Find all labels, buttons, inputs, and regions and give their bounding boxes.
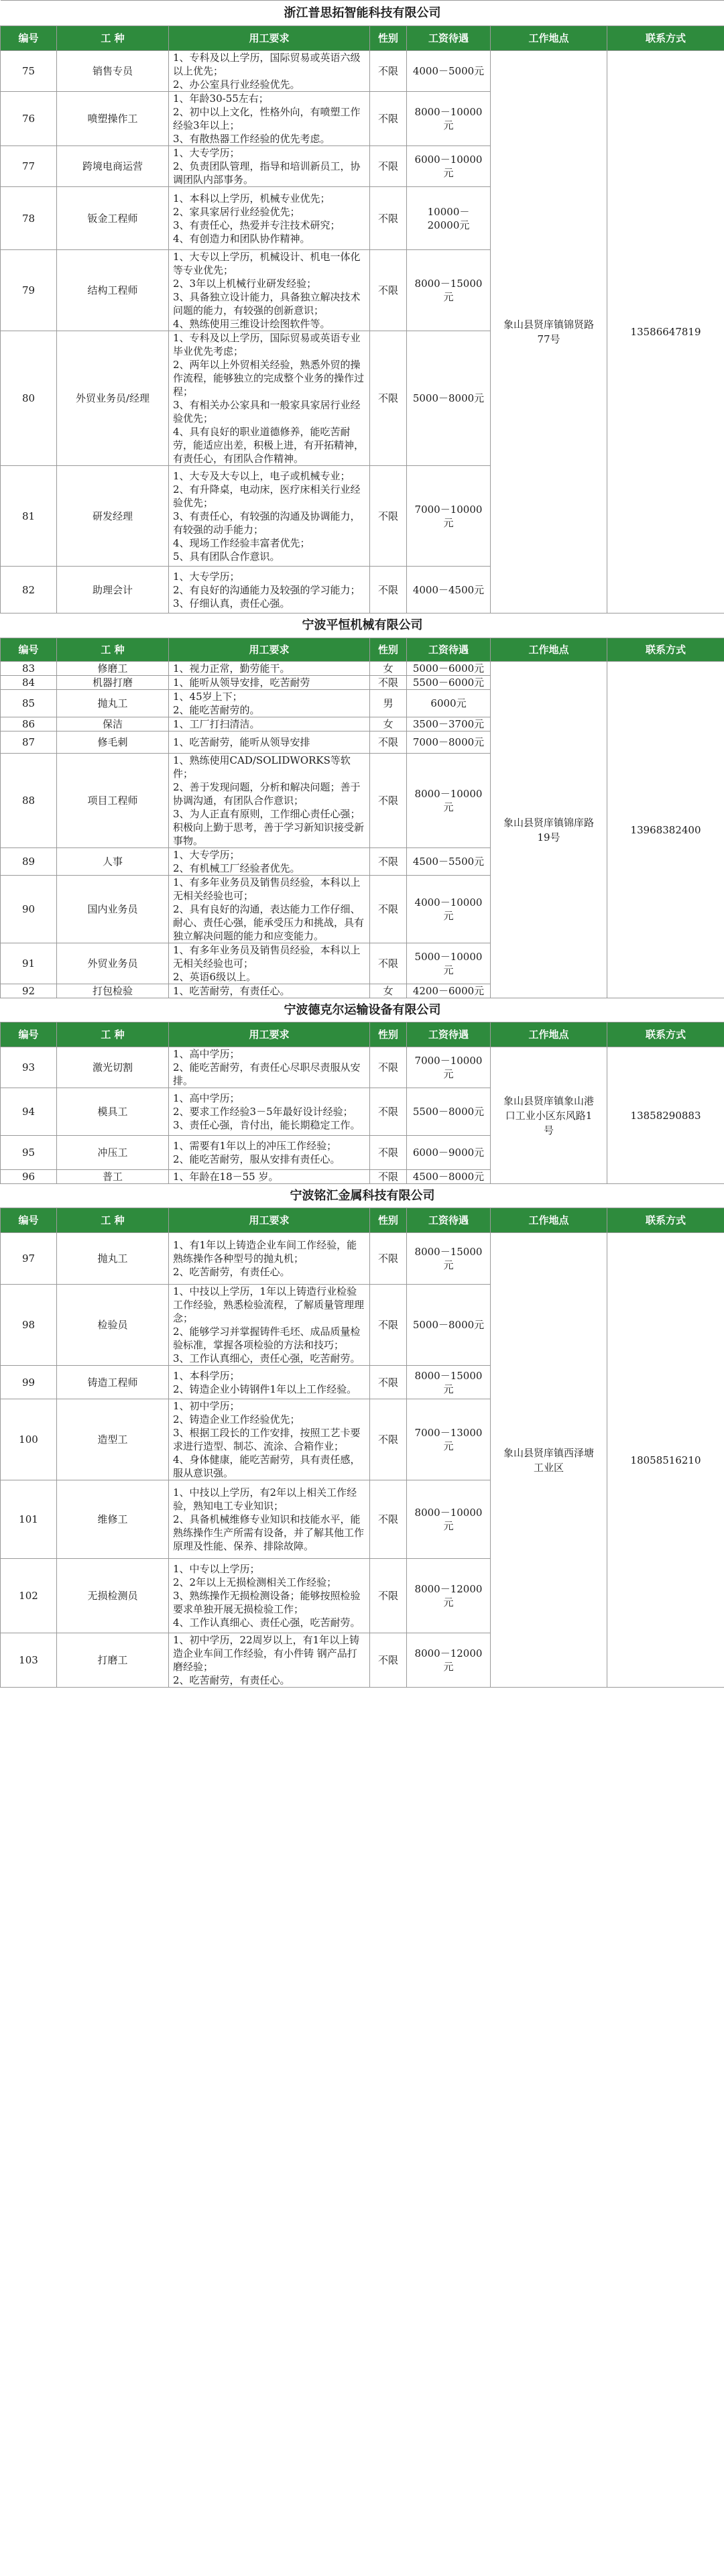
job-number: 89: [1, 848, 57, 876]
requirement-line: 1、工厂打扫清洁。: [173, 718, 260, 730]
job-requirements: [169, 754, 370, 848]
job-title: 助理会计: [57, 567, 169, 613]
requirement-line: 1、需要有1年以上的冲压工作经验；: [173, 1140, 337, 1152]
table-row: [1, 1233, 724, 1285]
job-number: 96: [1, 1170, 57, 1184]
job-requirements: [169, 1366, 370, 1399]
job-salary: 6000元: [407, 690, 491, 717]
job-number: 78: [1, 187, 57, 250]
job-salary: 8000－10000元: [407, 1480, 491, 1559]
work-location: 象山县贤庠镇锦庠路19号: [491, 662, 607, 998]
job-salary: 10000－20000元: [407, 187, 491, 250]
header-gender: 性别: [370, 1022, 407, 1047]
header-salary: 工资待遇: [407, 1022, 491, 1047]
job-gender: 不限: [370, 848, 407, 876]
job-requirements: [169, 466, 370, 567]
job-number: 85: [1, 690, 57, 717]
job-requirements: [169, 731, 370, 754]
requirement-line: 2、善于发现问题，分析和解决问题；善于协调沟通，有团队合作意识；: [173, 781, 361, 807]
requirement-line: 1、有1年以上铸造企业车间工作经验，能熟练操作各种型号的抛丸机；: [173, 1239, 357, 1265]
job-number: 79: [1, 250, 57, 331]
requirement-line: 1、视力正常，勤劳能干。: [173, 662, 290, 675]
requirement-line: 1、本科学历；: [173, 1369, 240, 1382]
requirement-line: 1、中技以上学历，有2年以上相关工作经验，熟知电工专业知识；: [173, 1486, 357, 1512]
job-salary: 7000－10000元: [407, 466, 491, 567]
work-location: 象山县贤庠镇西泽塘工业区: [491, 1233, 607, 1688]
job-gender: 不限: [370, 1170, 407, 1184]
job-salary: 4000－4500元: [407, 567, 491, 613]
job-requirements: [169, 676, 370, 690]
job-number: 80: [1, 331, 57, 466]
job-number: 102: [1, 1559, 57, 1633]
requirement-line: 1、中技以上学历，1年以上铸造行业检验工作经验，熟悉检验流程，了解质量管理理念；: [173, 1285, 365, 1324]
job-title: 冲压工: [57, 1136, 169, 1170]
job-salary: 6000－9000元: [407, 1136, 491, 1170]
requirement-line: 1、有多年业务员及销售员经验，本科以上无相关经验也可；: [173, 944, 361, 970]
requirement-line: 2、两年以上外贸相关经验，熟悉外贸的操作流程，能够独立的完成整个业务的操作过程；: [173, 359, 365, 398]
job-number: 95: [1, 1136, 57, 1170]
requirement-line: 1、初中学历；: [173, 1400, 240, 1412]
requirement-line: 2、家具家居行业经验优先；: [173, 205, 300, 218]
job-title: 外贸业务员: [57, 943, 169, 984]
header-gender: 性别: [370, 638, 407, 662]
requirement-line: 2、能吃苦耐劳的。: [173, 704, 260, 716]
job-requirements: [169, 1170, 370, 1184]
job-title: 造型工: [57, 1399, 169, 1480]
job-number: 77: [1, 146, 57, 187]
header-gender: 性别: [370, 1208, 407, 1233]
job-gender: 不限: [370, 1399, 407, 1480]
job-requirements: [169, 146, 370, 187]
job-number: 84: [1, 676, 57, 690]
company-name: 宁波铭汇金属科技有限公司: [1, 1184, 724, 1208]
job-gender: 不限: [370, 1285, 407, 1366]
job-gender: 不限: [370, 187, 407, 250]
job-salary: 8000－12000元: [407, 1633, 491, 1688]
requirement-line: 1、高中学历；: [173, 1048, 240, 1060]
job-gender: 不限: [370, 1233, 407, 1285]
requirement-line: 2、吃苦耐劳，有责任心。: [173, 1674, 290, 1686]
header-location: 工作地点: [491, 1022, 607, 1047]
job-number: 94: [1, 1088, 57, 1136]
job-salary: 4500－5500元: [407, 848, 491, 876]
requirement-line: 3、为人正直有原则，工作细心责任心强；积极向上勤于思考，善于学习新知识接受新事物。: [173, 808, 365, 847]
job-number: 93: [1, 1047, 57, 1088]
requirement-line: 1、有多年业务员及销售员经验，本科以上无相关经验也可；: [173, 876, 361, 902]
job-salary: 5000－6000元: [407, 662, 491, 676]
job-title: 结构工程师: [57, 250, 169, 331]
header-contact: 联系方式: [607, 1208, 724, 1233]
job-requirements: [169, 984, 370, 998]
requirement-line: 4、身体健康，能吃苦耐劳，具有责任感，服从意识强。: [173, 1454, 361, 1479]
requirement-line: 3、有散热器工作经验的优先考虑。: [173, 133, 330, 145]
header-no: 编号: [1, 1022, 57, 1047]
job-number: 76: [1, 92, 57, 146]
job-title: 普工: [57, 1170, 169, 1184]
job-requirements: [169, 1088, 370, 1136]
job-title: 维修工: [57, 1480, 169, 1559]
job-gender: 不限: [370, 731, 407, 754]
job-title: 检验员: [57, 1285, 169, 1366]
table-header-row: [1, 638, 724, 662]
job-title: 人事: [57, 848, 169, 876]
contact-phone: 13968382400: [607, 662, 724, 998]
job-requirements: [169, 1285, 370, 1366]
job-number: 86: [1, 717, 57, 731]
job-title: 铸造工程师: [57, 1366, 169, 1399]
job-number: 100: [1, 1399, 57, 1480]
requirement-line: 4、熟练使用三维设计绘图软件等。: [173, 318, 330, 330]
job-title: 喷塑操作工: [57, 92, 169, 146]
job-number: 97: [1, 1233, 57, 1285]
table-row: [1, 1047, 724, 1088]
job-requirements: [169, 876, 370, 943]
requirement-line: 2、能吃苦耐劳，服从安排有责任心。: [173, 1153, 341, 1165]
header-location: 工作地点: [491, 26, 607, 51]
job-title: 保洁: [57, 717, 169, 731]
job-gender: 不限: [370, 331, 407, 466]
job-salary: 7000－8000元: [407, 731, 491, 754]
job-title: 项目工程师: [57, 754, 169, 848]
requirement-line: 3、有责任心，热爱并专注技术研究；: [173, 219, 341, 231]
header-contact: 联系方式: [607, 638, 724, 662]
job-requirements: [169, 1399, 370, 1480]
job-salary: 5000－8000元: [407, 1285, 491, 1366]
job-salary: 4000－10000元: [407, 876, 491, 943]
header-job: 工 种: [57, 26, 169, 51]
job-salary: 5000－10000元: [407, 943, 491, 984]
requirement-line: 1、能听从领导安排，吃苦耐劳: [173, 677, 310, 689]
requirement-line: 2、办公室具行业经验优先。: [173, 78, 300, 91]
job-title: 研发经理: [57, 466, 169, 567]
job-gender: 不限: [370, 676, 407, 690]
work-location: 象山县贤庠镇象山港口工业小区东风路1号: [491, 1047, 607, 1184]
job-title: 抛丸工: [57, 1233, 169, 1285]
requirement-line: 1、年龄在18－55 岁。: [173, 1171, 279, 1183]
table-row: [1, 662, 724, 676]
header-requirements: 用工要求: [169, 26, 370, 51]
job-gender: 不限: [370, 943, 407, 984]
requirement-line: 3、具备独立设计能力，具备独立解决技术问题的能力，有较强的创新意识；: [173, 291, 361, 316]
job-title: 无损检测员: [57, 1559, 169, 1633]
job-number: 90: [1, 876, 57, 943]
job-gender: 不限: [370, 92, 407, 146]
requirement-line: 2、铸造企业小铸钢件1年以上工作经验。: [173, 1383, 357, 1395]
job-title: 跨境电商运营: [57, 146, 169, 187]
table-row: [1, 51, 724, 92]
header-requirements: 用工要求: [169, 638, 370, 662]
job-salary: 8000－15000元: [407, 250, 491, 331]
contact-phone: 13586647819: [607, 51, 724, 613]
job-requirements: [169, 1233, 370, 1285]
work-location: 象山县贤庠镇锦贤路77号: [491, 51, 607, 613]
job-requirements: [169, 717, 370, 731]
requirement-line: 1、大专及大专以上，电子或机械专业；: [173, 469, 351, 482]
requirement-line: 4、有创造力和团队协作精神。: [173, 232, 310, 245]
job-gender: 不限: [370, 1366, 407, 1399]
job-requirements: [169, 1136, 370, 1170]
requirement-line: 1、高中学历；: [173, 1092, 240, 1104]
header-no: 编号: [1, 1208, 57, 1233]
requirement-line: 4、工作认真细心、责任心强，吃苦耐劳。: [173, 1617, 361, 1629]
requirement-line: 2、初中以上文化，性格外向，有喷塑工作经验3年以上；: [173, 106, 361, 131]
job-salary: 7000－10000元: [407, 1047, 491, 1088]
job-salary: 8000－12000元: [407, 1559, 491, 1633]
job-title: 机器打磨: [57, 676, 169, 690]
recruitment-table-body: [1, 1, 724, 1688]
company-title-row: [1, 1, 724, 26]
job-gender: 不限: [370, 754, 407, 848]
job-title: 修磨工: [57, 662, 169, 676]
header-requirements: 用工要求: [169, 1022, 370, 1047]
job-requirements: [169, 250, 370, 331]
job-salary: 4000－5000元: [407, 51, 491, 92]
requirement-line: 1、45岁上下；: [173, 691, 243, 703]
requirement-line: 1、本科以上学历，机械专业优先；: [173, 192, 330, 204]
contact-phone: 18058516210: [607, 1233, 724, 1688]
company-name: 浙江普思拓智能科技有限公司: [1, 1, 724, 26]
job-gender: 不限: [370, 1480, 407, 1559]
job-title: 销售专员: [57, 51, 169, 92]
job-requirements: [169, 1559, 370, 1633]
header-location: 工作地点: [491, 1208, 607, 1233]
requirement-line: 2、有机械工厂经验者优先。: [173, 862, 300, 874]
requirement-line: 3、工作认真细心，责任心强，吃苦耐劳。: [173, 1352, 361, 1364]
requirement-line: 1、吃苦耐劳，有责任心。: [173, 985, 290, 997]
job-number: 88: [1, 754, 57, 848]
requirement-line: 2、有良好的沟通能力及较强的学习能力；: [173, 583, 361, 596]
requirement-line: 2、要求工作经验3－5年最好设计经验；: [173, 1106, 353, 1118]
table-header-row: [1, 1208, 724, 1233]
requirement-line: 3、仔细认真，责任心强。: [173, 597, 290, 609]
job-salary: 6000－10000元: [407, 146, 491, 187]
job-salary: 7000－13000元: [407, 1399, 491, 1480]
job-requirements: [169, 1633, 370, 1688]
job-requirements: [169, 943, 370, 984]
job-salary: 4200－6000元: [407, 984, 491, 998]
job-gender: 男: [370, 690, 407, 717]
requirement-line: 2、能够学习并掌握铸件毛坯、成品质量检验标准，掌握各项检验的方法和技巧；: [173, 1326, 361, 1351]
job-gender: 不限: [370, 146, 407, 187]
requirement-line: 1、中专以上学历；: [173, 1563, 260, 1575]
requirement-line: 2、负责团队管理，指导和培训新员工，协调团队内部事务。: [173, 160, 361, 186]
job-gender: 不限: [370, 1047, 407, 1088]
job-title: 钣金工程师: [57, 187, 169, 250]
table-header-row: [1, 1022, 724, 1047]
requirement-line: 2、能吃苦耐劳，有责任心尽职尽责服从安排。: [173, 1061, 361, 1087]
job-requirements: [169, 662, 370, 676]
job-requirements: [169, 92, 370, 146]
job-requirements: [169, 331, 370, 466]
requirement-line: 1、大专学历；: [173, 147, 240, 159]
header-salary: 工资待遇: [407, 26, 491, 51]
requirement-line: 2、铸造企业工作经验优先；: [173, 1413, 300, 1425]
requirement-line: 3、有责任心，有较强的沟通及协调能力，有较强的动手能力；: [173, 510, 361, 536]
job-title: 外贸业务员/经理: [57, 331, 169, 466]
requirement-line: 1、大专学历；: [173, 849, 240, 861]
table-header-row: [1, 26, 724, 51]
job-gender: 不限: [370, 876, 407, 943]
requirement-line: 1、专科及以上学历，国际贸易或英语专业毕业优先考虑；: [173, 332, 361, 357]
company-name: 宁波平恒机械有限公司: [1, 613, 724, 638]
requirement-line: 1、大专学历；: [173, 570, 240, 583]
company-title-row: [1, 1184, 724, 1208]
job-requirements: [169, 1047, 370, 1088]
job-gender: 女: [370, 717, 407, 731]
requirement-line: 2、英语6级以上。: [173, 971, 257, 983]
job-requirements: [169, 690, 370, 717]
job-title: 打磨工: [57, 1633, 169, 1688]
job-gender: 不限: [370, 1633, 407, 1688]
company-title-row: [1, 998, 724, 1022]
requirement-line: 1、专科及以上学历，国际贸易或英语六级以上优先；: [173, 52, 361, 77]
job-requirements: [169, 1480, 370, 1559]
requirement-line: 3、根据工段长的工作安排，按照工艺卡要求进行造型、制芯、流涂、合箱作业；: [173, 1427, 361, 1452]
job-gender: 不限: [370, 466, 407, 567]
job-gender: 不限: [370, 250, 407, 331]
header-no: 编号: [1, 26, 57, 51]
job-number: 87: [1, 731, 57, 754]
job-title: 激光切割: [57, 1047, 169, 1088]
requirement-line: 4、现场工作经验丰富者优先；: [173, 536, 310, 549]
requirement-line: 4、具有良好的职业道德修养，能吃苦耐劳，能适应出差，积极上进，有开拓精神，有责任心，有团队合作精神。: [173, 426, 365, 465]
requirement-line: 2、具有良好的沟通，表达能力工作仔细、耐心、责任心强，能承受压力和挑战，具有独立解决问题的能力和应变能力。: [173, 903, 365, 942]
job-number: 101: [1, 1480, 57, 1559]
header-requirements: 用工要求: [169, 1208, 370, 1233]
job-salary: 5000－8000元: [407, 331, 491, 466]
header-salary: 工资待遇: [407, 1208, 491, 1233]
job-gender: 女: [370, 984, 407, 998]
job-title: 模具工: [57, 1088, 169, 1136]
job-number: 75: [1, 51, 57, 92]
job-number: 81: [1, 466, 57, 567]
contact-phone: 13858290883: [607, 1047, 724, 1184]
job-number: 82: [1, 567, 57, 613]
requirement-line: 1、吃苦耐劳，能听从领导安排: [173, 736, 310, 748]
job-gender: 不限: [370, 1088, 407, 1136]
requirement-line: 3、熟练操作无损检测设备；能够按照检验要求单独开展无损检验工作；: [173, 1590, 361, 1615]
header-job: 工 种: [57, 638, 169, 662]
requirement-line: 1、熟练使用CAD/SOLIDWORKS等软件；: [173, 754, 351, 780]
job-number: 99: [1, 1366, 57, 1399]
requirement-line: 2、3年以上机械行业研发经验；: [173, 278, 317, 290]
job-salary: 5500－6000元: [407, 676, 491, 690]
job-gender: 不限: [370, 51, 407, 92]
requirement-line: 2、有升降桌，电动床，医疗床相关行业经验优先；: [173, 483, 361, 509]
job-requirements: [169, 848, 370, 876]
job-gender: 不限: [370, 1559, 407, 1633]
job-number: 92: [1, 984, 57, 998]
requirement-line: 2、具备机械维修专业知识和技能水平，能熟练操作生产所需有设备，并了解其他工作原理及性能、保养、排除故障。: [173, 1513, 365, 1552]
header-contact: 联系方式: [607, 26, 724, 51]
job-number: 103: [1, 1633, 57, 1688]
company-name: 宁波德克尔运输设备有限公司: [1, 998, 724, 1022]
job-salary: 8000－10000元: [407, 754, 491, 848]
requirement-line: 3、有相关办公家具和一般家具家居行业经验优先；: [173, 399, 361, 424]
requirement-line: 5、具有团队合作意识。: [173, 550, 280, 563]
job-gender: 不限: [370, 1136, 407, 1170]
job-salary: 8000－15000元: [407, 1233, 491, 1285]
header-no: 编号: [1, 638, 57, 662]
job-number: 83: [1, 662, 57, 676]
job-gender: 不限: [370, 567, 407, 613]
company-title-row: [1, 613, 724, 638]
job-salary: 3500－3700元: [407, 717, 491, 731]
job-requirements: [169, 51, 370, 92]
job-title: 国内业务员: [57, 876, 169, 943]
requirement-line: 2、吃苦耐劳，有责任心。: [173, 1266, 290, 1278]
requirement-line: 1、初中学历，22周岁以上，有1年以上铸造企业车间工作经验，有小件铸 钢产品打磨经验；: [173, 1634, 360, 1673]
job-number: 98: [1, 1285, 57, 1366]
job-salary: 8000－10000元: [407, 92, 491, 146]
job-requirements: [169, 567, 370, 613]
header-contact: 联系方式: [607, 1022, 724, 1047]
job-gender: 女: [370, 662, 407, 676]
header-salary: 工资待遇: [407, 638, 491, 662]
header-job: 工 种: [57, 1208, 169, 1233]
job-title: 抛丸工: [57, 690, 169, 717]
job-requirements: [169, 187, 370, 250]
job-number: 91: [1, 943, 57, 984]
requirement-line: 1、年龄30-55左右；: [173, 93, 269, 105]
job-title: 修毛刺: [57, 731, 169, 754]
requirement-line: 1、大专以上学历，机械设计、机电一体化等专业优先；: [173, 251, 361, 276]
header-gender: 性别: [370, 26, 407, 51]
job-salary: 8000－15000元: [407, 1366, 491, 1399]
job-salary: 4500－8000元: [407, 1170, 491, 1184]
header-job: 工 种: [57, 1022, 169, 1047]
requirement-line: 3、责任心强，肯付出，能长期稳定工作。: [173, 1119, 361, 1131]
header-location: 工作地点: [491, 638, 607, 662]
job-title: 打包检验: [57, 984, 169, 998]
job-salary: 5500－8000元: [407, 1088, 491, 1136]
requirement-line: 2、2年以上无损检测相关工作经验；: [173, 1576, 337, 1588]
